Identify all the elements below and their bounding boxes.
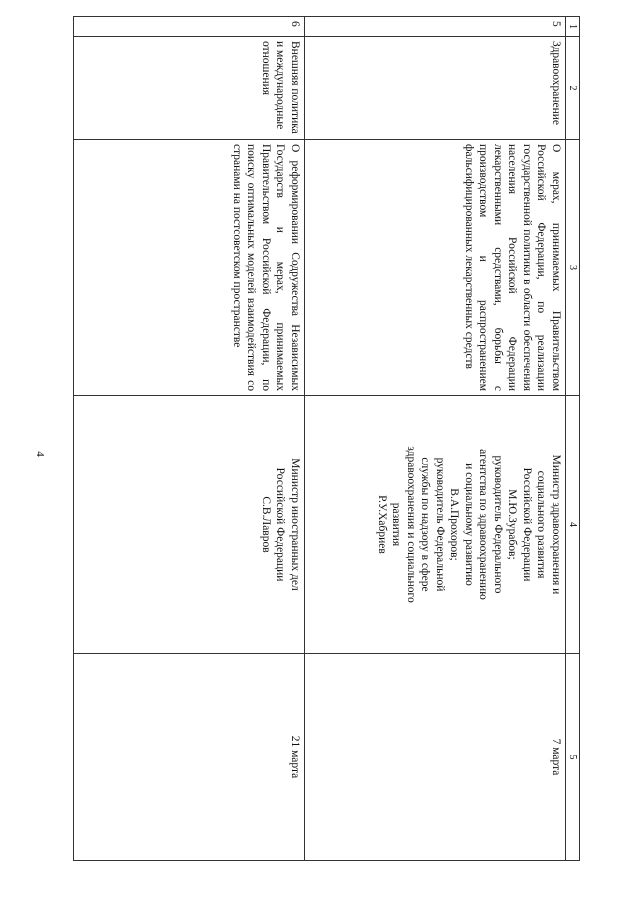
table-row: [305, 17, 566, 861]
measure-cell: О мерах, принимаемых Правительством Российской Федерации, по реализации государственной политики в области обеспечения населения Российской Федерации лекарственными средствами, борьбы с производством и распространением фальсифицированных лекарственных средств: [305, 140, 566, 396]
header-cell: 1: [566, 17, 580, 37]
responsible-line: и социальному развитию: [463, 463, 475, 586]
responsible-line: здравоохранения и социального: [405, 446, 417, 603]
header-cell: 3: [566, 140, 580, 396]
responsible-line: социального развития: [535, 470, 548, 579]
header-cell: 4: [566, 396, 580, 654]
measure-cell: О реформировании Содружества Независимых Государств и мерах, принимаемых Правительством Российской Федерации, по поиску оптимальных моделей взаимодействия со странами на постсоветском пространстве: [74, 140, 305, 396]
page-number: 4: [34, 451, 46, 457]
responsible-line: Министр иностранных дел: [289, 458, 301, 591]
document-sheet: [64, 16, 580, 860]
responsible-line: Министр здравоохранения и: [550, 454, 562, 595]
date-cell: 7 марта: [305, 654, 566, 861]
row-number: 6: [74, 17, 305, 37]
date-cell: 21 марта: [74, 654, 305, 861]
responsible-line: руководитель Федеральной: [434, 457, 446, 592]
responsible-line: Р.У.Хабриев: [376, 495, 388, 554]
schedule-table: [73, 16, 580, 861]
responsible-cell: [305, 396, 566, 654]
header-cell: 2: [566, 37, 580, 140]
responsible-line: руководитель Федерального: [492, 455, 504, 594]
table-row: [74, 17, 305, 861]
row-number: 5: [305, 17, 566, 37]
responsible-line: В.А.Прохоров;: [448, 488, 461, 561]
responsible-line: С.В.Лавров: [260, 496, 272, 553]
responsible-line: агентства по здравоохранению: [477, 449, 490, 600]
responsible-cell: [74, 396, 305, 654]
responsible-line: М.Ю.Зурабов;: [506, 489, 519, 560]
responsible-line: развития: [390, 502, 403, 547]
responsible-line: Российской Федерации: [521, 467, 533, 582]
responsible-line: Российской Федерации: [274, 467, 287, 582]
area-cell: Здравоохранение: [305, 37, 566, 140]
area-cell: Внешняя политика и международные отношения: [74, 37, 305, 140]
responsible-line: службы по надзору в сфере: [419, 457, 432, 592]
header-row: [566, 17, 580, 861]
header-cell: 5: [566, 654, 580, 861]
